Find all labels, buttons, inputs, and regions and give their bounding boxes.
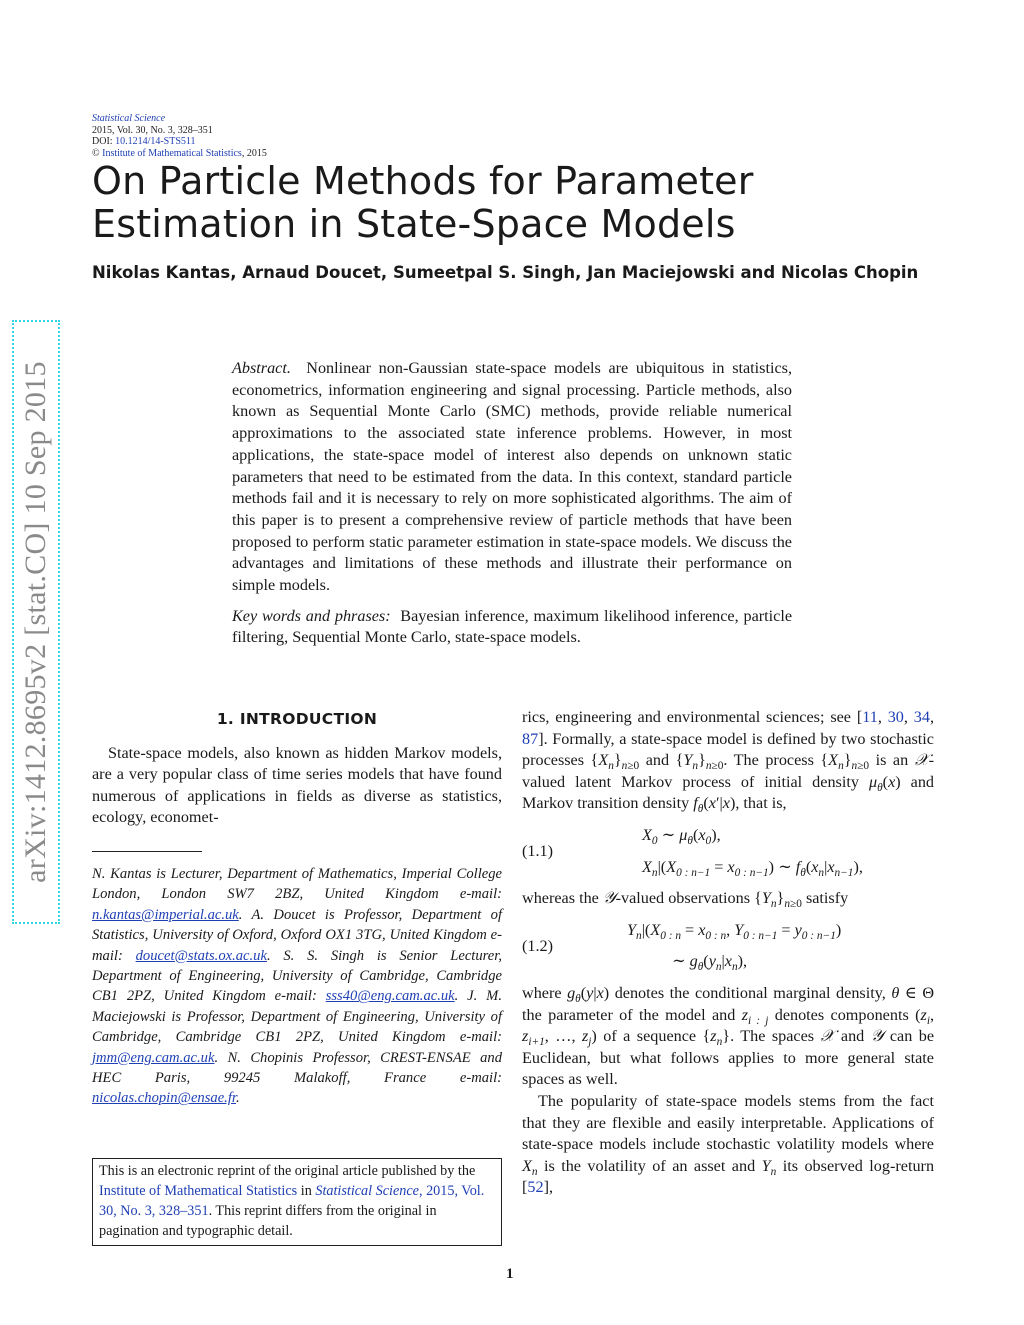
footnote-text-2: . A. Doucet is Professor, Department of Statistics, University of Oxford, Oxford OX1 3TG, United Kingdom e-mail: [92, 906, 502, 964]
notation-text-c: the parameter of the model and [522, 1005, 736, 1024]
citation-link-30[interactable]: 30 [887, 708, 904, 726]
para1-text-d: is an [875, 751, 909, 770]
title-line-1: On Particle Methods for Parameter [92, 159, 754, 203]
equation-body-1-2: $Y_n|(X_{0 : n} = x_{0 : n}$, $Y_{0 : n-1} = y_{0 : n-1}$) ∼ $g_\theta(y_n|x_n)$, [627, 920, 842, 974]
notation-text-a: where [522, 983, 562, 1002]
popularity-text-d: ], [543, 1178, 554, 1197]
popularity-text-a: The popularity of state-space models stems from the fact that they are flexible and easily interpretable. Applications of state-space models include stochastic volatility models where [522, 1091, 934, 1154]
para1-text-g: , that is, [735, 794, 787, 813]
ims-link[interactable]: Institute of Mathematical Statistics [99, 1183, 298, 1199]
para1-text-a: rics, engineering and environmental sciences; see [ [522, 708, 863, 726]
para1-text-b: ]. Formally, a state-space model is defined by two stochastic processes [522, 729, 934, 770]
obs-text-c: satisfy [805, 889, 849, 908]
citation-link-11[interactable]: 11 [862, 708, 878, 726]
arxiv-stamp-text: arXiv:1412.8695v2 [stat.CO] 10 Sep 2015 [19, 361, 52, 883]
section-heading: 1. INTRODUCTION [216, 710, 378, 728]
reprint-notice-box [92, 1158, 502, 1246]
abstract-paragraph [232, 358, 792, 597]
para1-text-c: The process [733, 751, 814, 770]
footnote-divider [92, 851, 202, 852]
publisher-link[interactable]: Institute of Mathematical Statistics [102, 147, 242, 159]
keywords-paragraph [232, 606, 792, 649]
journal-issue-link[interactable]: , 2015, Vol. 30, No. 3, 328–351 [99, 1183, 485, 1219]
equation-number-1-2: (1.2) [522, 936, 554, 955]
journal-link-italic[interactable]: Statistical Science [315, 1183, 419, 1199]
notation-text-d: denotes components [774, 1005, 909, 1024]
intro-paragraph: State-space models, also known as hidden Markov models, are a very popular class of time series models that have found numerous of applications in fields as diverse as statistics, ecology, economet- [92, 743, 502, 827]
footnote-text-1: N. Kantas is Lecturer, Department of Mathematics, Imperial College London, London SW7 2BZ, United Kingdom e-mail: [92, 865, 502, 903]
notation-text-h: can be Euclidean, but what follows applies to more general state spaces as well. [522, 1027, 935, 1089]
citation-link-52[interactable]: 52 [527, 1178, 544, 1197]
popularity-paragraph: The popularity of state-space models stems from the fact that they are flexible and easily interpretable. Applications of state-space models include stochastic volatility models where $X_n$ is the volatility of an asset and $Y_n$ its observed log-return [52], [522, 1091, 935, 1197]
copyright-symbol: © [92, 147, 100, 159]
para1-text-e: -valued latent Markov process of initial density [522, 751, 935, 791]
abstract-text: Nonlinear non-Gaussian state-space models are ubiquitous in statistics, econometrics, information engineering and signal processing. Particle methods, also known as Sequential Monte Carlo (SMC) methods, provide reliable numerical approximations to the associated state inference problems. However, in most applications, the state-space model of interest also depends on unknown static parameters that need to be estimated from the data. In this context, standard particle methods fail and it is necessary to rely on more sophisticated algorithms. The aim of this paper is to present a comprehensive review of particle methods that have been proposed to perform static parameter estimation in state-space models. We discuss the advantages and limitations of these methods and illustrate their performance on simple models. [232, 359, 793, 595]
equation-1-1 [522, 825, 934, 878]
copyright-year: , 2015 [241, 147, 267, 159]
doi-label: DOI: [92, 136, 113, 147]
email-link-singh[interactable]: sss40@eng.cam.ac.uk [325, 988, 455, 1005]
popularity-text-b: is the volatility of an asset and [544, 1156, 756, 1175]
reprint-text-2: in [297, 1183, 316, 1199]
model-definition-paragraph: rics, engineering and environmental sciences; see [11, 30, 34, 87]. Formally, a state-space model is defined by two stochastic processes $\{X_n\}_{n\ge 0}$ and $\{Y_n\}_{n\ge 0}$. The process $\{X_n\}_{n\ge 0}$ is an 𝒳-valued latent Markov process of initial density $\mu_\theta(x)$ and Markov transition density $f_\theta(x'|x)$, that is, [522, 708, 935, 816]
footnote-text-6: . [235, 1090, 240, 1107]
title-line-2: Estimation in State-Space Models [92, 202, 736, 246]
footnote-text-3: . S. S. Singh is Senior Lecturer, Department of Engineering, University of Cambridge, Cambridge CB1 2PZ, United Kingdom e-mail: [92, 947, 502, 1005]
obs-text-a: whereas the [522, 889, 599, 908]
notation-paragraph: where $g_\theta(y|x)$ denotes the conditional marginal density, θ ∈ Θ the parameter of the model and $z_{i : j}$ denotes components ($z_i$, $z_{i+1}$, …, $z_j$) of a sequence $\{z_n\}$. The spaces 𝒳 and 𝒴 can be Euclidean, but what follows applies to more general state spaces as well. [522, 983, 935, 1089]
footnote-text-5: . N. Chopinis Professor, CREST-ENSAE and HEC Paris, 99245 Malakoff, France e-mail: [92, 1049, 502, 1087]
reprint-text-3: . This reprint differs from the original in pagination and typographic detail. [99, 1203, 437, 1239]
obs-text-b: -valued observations [615, 889, 751, 908]
keywords-text: Bayesian inference, maximum likelihood inference, particle filtering, Sequential Monte Carlo, state-space models. [232, 606, 793, 647]
email-link-kantas[interactable]: n.kantas@imperial.ac.uk [92, 906, 239, 923]
author-footnote [92, 864, 502, 1109]
journal-name-link[interactable]: Statistical Science [92, 113, 166, 124]
para1-text-f: and Markov transition density [522, 772, 935, 813]
journal-volume: 2015, Vol. 30, No. 3, 328–351 [92, 124, 213, 136]
citation-link-87[interactable]: 87 [522, 729, 539, 748]
notation-text-e: of a sequence [603, 1027, 697, 1046]
email-link-maciejowski[interactable]: jmm@eng.cam.ac.uk [92, 1049, 215, 1066]
observation-intro: whereas the 𝒴-valued observations $\{Y_n\}_{n\ge 0}$ satisfy [522, 889, 849, 911]
abstract-block [232, 358, 792, 649]
popularity-text-c: its observed log-return [ [522, 1156, 935, 1197]
page-number: 1 [506, 1266, 514, 1282]
right-column [522, 707, 934, 1199]
page-title [92, 160, 952, 246]
doi-link[interactable]: 10.1214/14-STS511 [115, 136, 196, 147]
keywords-label: Key words and phrases: [232, 606, 391, 625]
notation-text-f: . The spaces [730, 1027, 815, 1046]
equation-1-2 [522, 920, 934, 973]
arxiv-stamp [14, 322, 58, 922]
notation-text-g: and [840, 1027, 865, 1046]
author-list: Nikolas Kantas, Arnaud Doucet, Sumeetpal S. Singh, Jan Maciejowski and Nicolas Chopin [92, 263, 919, 282]
email-link-doucet[interactable]: doucet@stats.ox.ac.uk [135, 947, 267, 964]
notation-text-b: denotes the conditional marginal density, [614, 983, 886, 1002]
abstract-label: Abstract. [232, 359, 291, 377]
equation-number-1-1: (1.1) [522, 841, 554, 860]
email-link-chopin[interactable]: nicolas.chopin@ensae.fr [92, 1090, 236, 1107]
citation-link-34[interactable]: 34 [913, 708, 930, 726]
reprint-text-1: This is an electronic reprint of the original article published by the [99, 1163, 476, 1179]
journal-meta [92, 113, 267, 159]
equation-body-1-1: $X_0$ ∼ $\mu_\theta(x_0)$, $X_n|(X_{0 : n-1} = x_{0 : n-1})$ ∼ $f_\theta(x_n|x_{n-1})$, [642, 825, 863, 879]
footnote-text-4: . J. M. Maciejowski is Professor, Department of Engineering, University of Cambridge, Cambridge CB1 2PZ, United Kingdom e-mail: [92, 988, 502, 1046]
left-column [92, 707, 502, 1109]
